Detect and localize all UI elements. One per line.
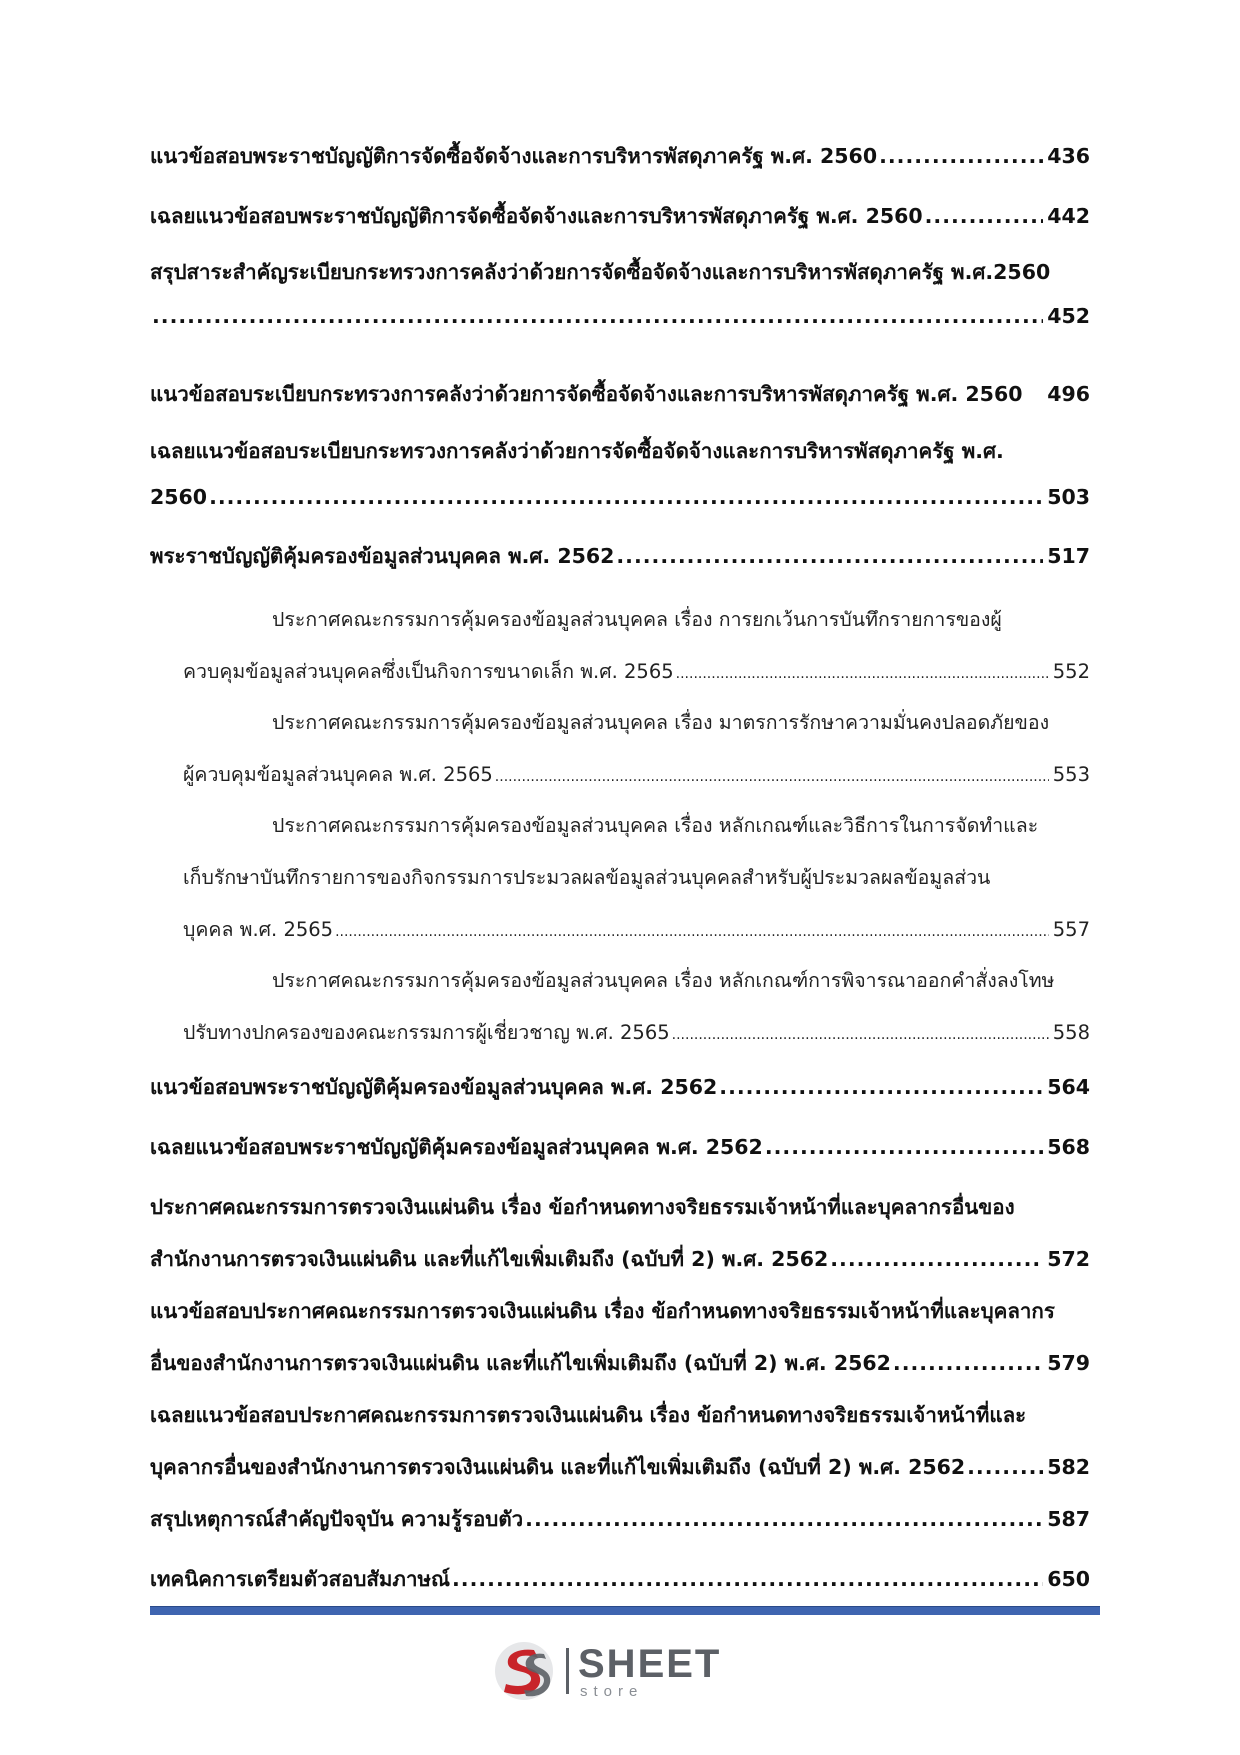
toc-entry-title: แนวข้อสอบพระราชบัญญัติการจัดซื้อจัดจ้างและการบริหารพัสดุภาครัฐ พ.ศ. 2560 (150, 144, 878, 168)
toc-entry-title: แนวข้อสอบระเบียบกระทรวงการคลังว่าด้วยการจัดซื้อจัดจ้างและการบริหารพัสดุภาครัฐ พ.ศ. 2560 (150, 382, 1023, 406)
dot-leader (719, 1061, 1043, 1113)
toc-entry-title-cont: สำนักงานการตรวจเงินแผ่นดิน และที่แก้ไขเพิ่มเติมถึง (ฉบับที่ 2) พ.ศ. 2562 (150, 1247, 829, 1271)
toc-entry-title-cont: 2560 (150, 485, 208, 509)
toc-entry-title-cont: ควบคุมข้อมูลส่วนบุคคลซึ่งเป็นกิจการขนาดเล็ก พ.ศ. 2565 (183, 660, 674, 683)
toc-entry[interactable] (150, 368, 1090, 420)
dot-leader (676, 648, 1049, 698)
toc-page-number: 572 (1047, 1247, 1090, 1271)
toc-subentry[interactable] (183, 594, 1090, 698)
toc-page-number: 557 (1052, 918, 1090, 941)
toc-page-number: 442 (1047, 204, 1090, 228)
dot-leader (209, 474, 1043, 520)
toc-entry-title: สรุปสาระสำคัญระเบียบกระทรวงการคลังว่าด้วยการจัดซื้อจัดจ้างและการบริหารพัสดุภาครัฐ พ.ศ.2560 (150, 260, 1051, 284)
toc-page-number: 517 (1047, 544, 1090, 568)
ss-logo-icon (494, 1640, 554, 1702)
dot-leader (452, 1553, 1043, 1605)
toc-entry-title: สรุปเหตุการณ์สำคัญปัจจุบัน ความรู้รอบตัว (150, 1507, 524, 1531)
toc-entry[interactable] (150, 1493, 1090, 1545)
dot-leader (893, 1337, 1043, 1389)
dot-leader (152, 294, 1043, 338)
dot-leader (830, 1233, 1043, 1285)
toc-page-number: 552 (1052, 660, 1090, 683)
dot-leader (967, 1441, 1043, 1493)
toc-entry-title: แนวข้อสอบประกาศคณะกรรมการตรวจเงินแผ่นดิน เรื่อง ข้อกำหนดทางจริยธรรมเจ้าหน้าที่และบุคลากร (150, 1299, 1055, 1323)
toc-entry[interactable] (150, 530, 1090, 582)
toc-page-number: 553 (1052, 763, 1090, 786)
toc-entry-title: ประกาศคณะกรรมการคุ้มครองข้อมูลส่วนบุคคล เรื่อง หลักเกณฑ์และวิธีการในการจัดทำและ (272, 814, 1039, 837)
toc-entry[interactable] (150, 190, 1090, 242)
toc-page-number: 452 (1047, 304, 1090, 328)
toc-subentry[interactable] (183, 697, 1090, 801)
logo-subtext: store (580, 1683, 644, 1700)
toc-entry[interactable] (150, 428, 1090, 520)
dot-leader (765, 1121, 1043, 1173)
toc-entry-title: ประกาศคณะกรรมการคุ้มครองข้อมูลส่วนบุคคล เรื่อง มาตรการรักษาความมั่นคงปลอดภัยของ (272, 711, 1050, 734)
sheet-store-logo (494, 1640, 722, 1706)
toc-page-number: 436 (1047, 144, 1090, 168)
toc-entry-title: เทคนิคการเตรียมตัวสอบสัมภาษณ์ (150, 1567, 450, 1591)
toc-entry-title: ประกาศคณะกรรมการคุ้มครองข้อมูลส่วนบุคคล เรื่อง การยกเว้นการบันทึกรายการของผู้ (272, 608, 1002, 631)
toc-page-number: 582 (1047, 1455, 1090, 1479)
toc-entry-title: แนวข้อสอบพระราชบัญญัติคุ้มครองข้อมูลส่วนบุคคล พ.ศ. 2562 (150, 1075, 718, 1099)
toc-entry-title: ประกาศคณะกรรมการคุ้มครองข้อมูลส่วนบุคคล เรื่อง หลักเกณฑ์การพิจารณาออกคำสั่งลงโทษ (272, 969, 1055, 992)
toc-page-number: 579 (1047, 1351, 1090, 1375)
toc-subentry[interactable] (183, 955, 1090, 1059)
toc-entry[interactable] (150, 1389, 1090, 1493)
toc-entry[interactable] (150, 1181, 1090, 1285)
toc-page-number: 650 (1047, 1567, 1090, 1591)
toc-entry[interactable] (150, 1061, 1090, 1113)
toc-page-number: 587 (1047, 1507, 1090, 1531)
toc-page-number: 496 (1047, 382, 1090, 406)
dot-leader (525, 1493, 1043, 1545)
toc-entry-title: เฉลยแนวข้อสอบพระราชบัญญัติคุ้มครองข้อมูลส่วนบุคคล พ.ศ. 2562 (150, 1135, 763, 1159)
toc-entry[interactable] (150, 1121, 1090, 1173)
toc-entry-title-cont: ปรับทางปกครองของคณะกรรมการผู้เชี่ยวชาญ พ.ศ. 2565 (183, 1021, 670, 1044)
footer-rule (150, 1606, 1100, 1615)
toc-entry[interactable] (150, 1553, 1090, 1605)
dot-leader (672, 1009, 1049, 1059)
logo-wordmark: SHEET (578, 1642, 722, 1686)
toc-entry-title-cont: อื่นของสำนักงานการตรวจเงินแผ่นดิน และที่แก้ไขเพิ่มเติมถึง (ฉบับที่ 2) พ.ศ. 2562 (150, 1351, 891, 1375)
toc-entry[interactable] (150, 130, 1090, 182)
toc-page-number: 568 (1047, 1135, 1090, 1159)
toc-page-number: 503 (1047, 485, 1090, 509)
toc-entry-title-cont: บุคลากรอื่นของสำนักงานการตรวจเงินแผ่นดิน และที่แก้ไขเพิ่มเติมถึง (ฉบับที่ 2) พ.ศ. 2562 (150, 1455, 966, 1479)
toc-entry-title: เฉลยแนวข้อสอบพระราชบัญญัติการจัดซื้อจัดจ้างและการบริหารพัสดุภาครัฐ พ.ศ. 2560 (150, 204, 923, 228)
dot-leader (879, 130, 1043, 182)
toc-entry-title: พระราชบัญญัติคุ้มครองข้อมูลส่วนบุคคล พ.ศ. 2562 (150, 544, 615, 568)
toc-entry-title: เฉลยแนวข้อสอบระเบียบกระทรวงการคลังว่าด้วยการจัดซื้อจัดจ้างและการบริหารพัสดุภาครัฐ พ.ศ. (150, 439, 1004, 463)
logo-separator (566, 1648, 569, 1694)
toc-entry-title-cont: เก็บรักษาบันทึกรายการของกิจกรรมการประมวลผลข้อมูลส่วนบุคคลสำหรับผู้ประมวลผลข้อมูลส่วน (183, 866, 991, 889)
toc-page-number: 564 (1047, 1075, 1090, 1099)
toc-entry-title-cont: บุคคล พ.ศ. 2565 (183, 918, 334, 941)
toc-entry-title-cont: ผู้ควบคุมข้อมูลส่วนบุคคล พ.ศ. 2565 (183, 763, 493, 786)
toc-page-number: 558 (1052, 1021, 1090, 1044)
toc-entry[interactable] (150, 250, 1090, 338)
toc-entry-title: เฉลยแนวข้อสอบประกาศคณะกรรมการตรวจเงินแผ่นดิน เรื่อง ข้อกำหนดทางจริยธรรมเจ้าหน้าที่และ (150, 1403, 1027, 1427)
dot-leader (495, 751, 1049, 801)
toc-entry[interactable] (150, 1285, 1090, 1389)
dot-leader (616, 530, 1043, 582)
dot-leader (925, 190, 1044, 242)
toc-subentry[interactable] (183, 800, 1090, 956)
toc-entry-title: ประกาศคณะกรรมการตรวจเงินแผ่นดิน เรื่อง ข้อกำหนดทางจริยธรรมเจ้าหน้าที่และบุคลากรอื่นของ (150, 1195, 1015, 1219)
dot-leader (335, 906, 1049, 956)
